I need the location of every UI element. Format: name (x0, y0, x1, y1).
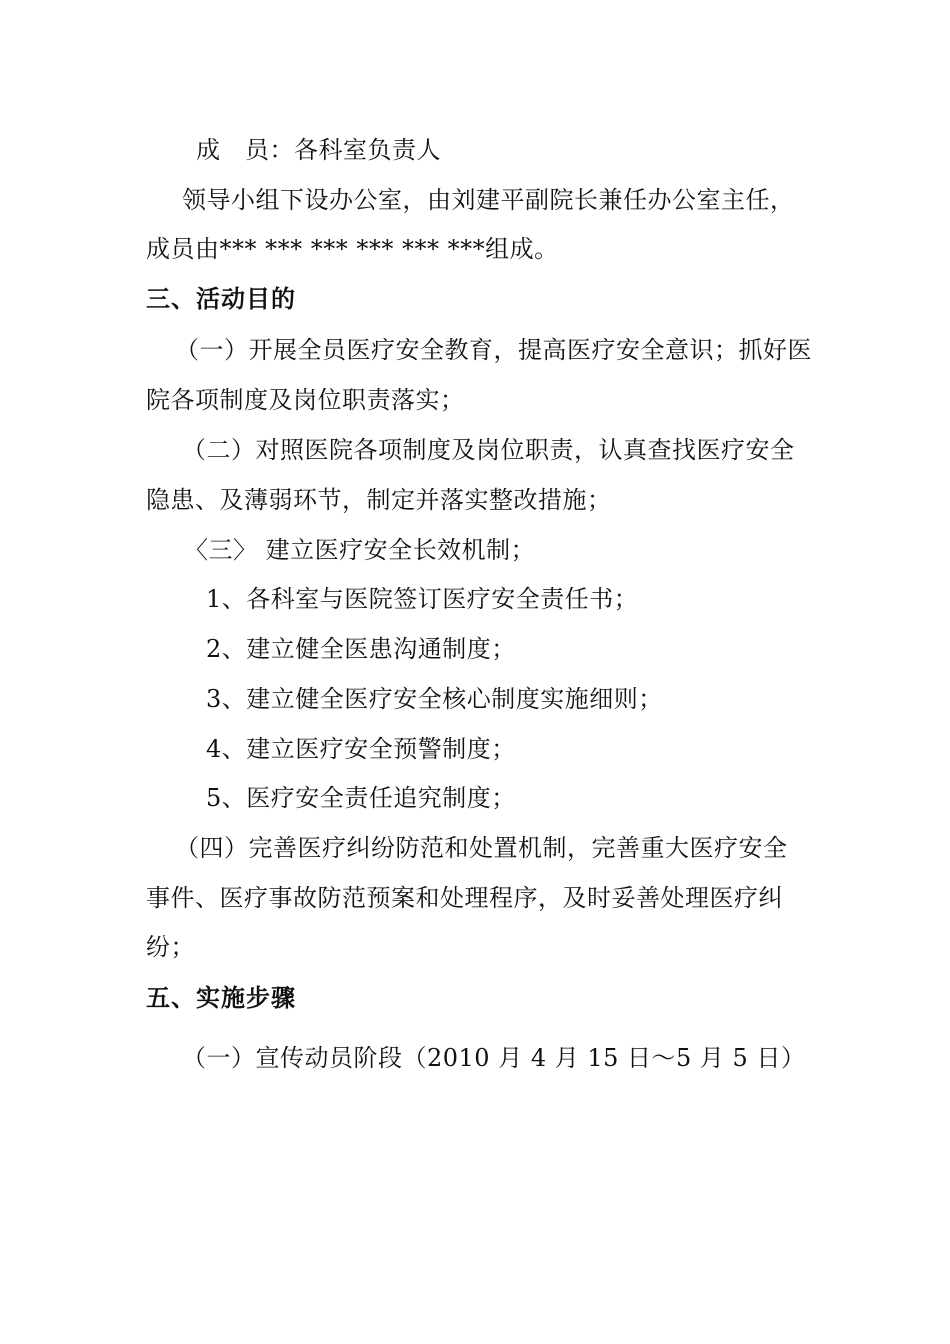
section-3-title: 三、活动目的 (146, 285, 296, 313)
sub-item-2: 2、建立健全医患沟通制度； (206, 635, 516, 663)
item-4-line-3: 纷； (146, 933, 195, 961)
item-4-line-2: 事件、医疗事故防范预案和处理程序，及时妥善处理医疗纠 (146, 884, 783, 912)
sub-item-3: 3、建立健全医疗安全核心制度实施细则； (206, 685, 663, 713)
item-4-line-1: （四）完善医疗纠纷防范和处置机制，完善重大医疗安全 (175, 834, 788, 862)
phase-1-line: （一）宣传动员阶段（2010 月 4 月 15 日～5 月 5 日） (182, 1044, 806, 1072)
office-line-2: 成员由*** *** *** *** *** ***组成。 (146, 235, 559, 263)
sub-item-4: 4、建立医疗安全预警制度； (206, 735, 516, 763)
sub-item-1: 1、各科室与医院签订医疗安全责任书； (206, 585, 639, 613)
item-2-line-1: （二）对照医院各项制度及岗位职责，认真查找医疗安全 (182, 436, 795, 464)
item-2-line-2: 隐患、及薄弱环节，制定并落实整改措施； (146, 486, 612, 514)
section-5-title: 五、实施步骤 (146, 984, 296, 1012)
item-1-line-1: （一）开展全员医疗安全教育，提高医疗安全意识；抓好医 (175, 336, 812, 364)
members-line: 成 员：各科室负责人 (196, 136, 441, 164)
item-1-line-2: 院各项制度及岗位职责落实； (146, 386, 465, 414)
item-3-line: 〈三〉 建立医疗安全长效机制； (184, 536, 536, 564)
office-line-1: 领导小组下设办公室，由刘建平副院长兼任办公室主任， (182, 186, 795, 214)
sub-item-5: 5、医疗安全责任追究制度； (206, 784, 516, 812)
